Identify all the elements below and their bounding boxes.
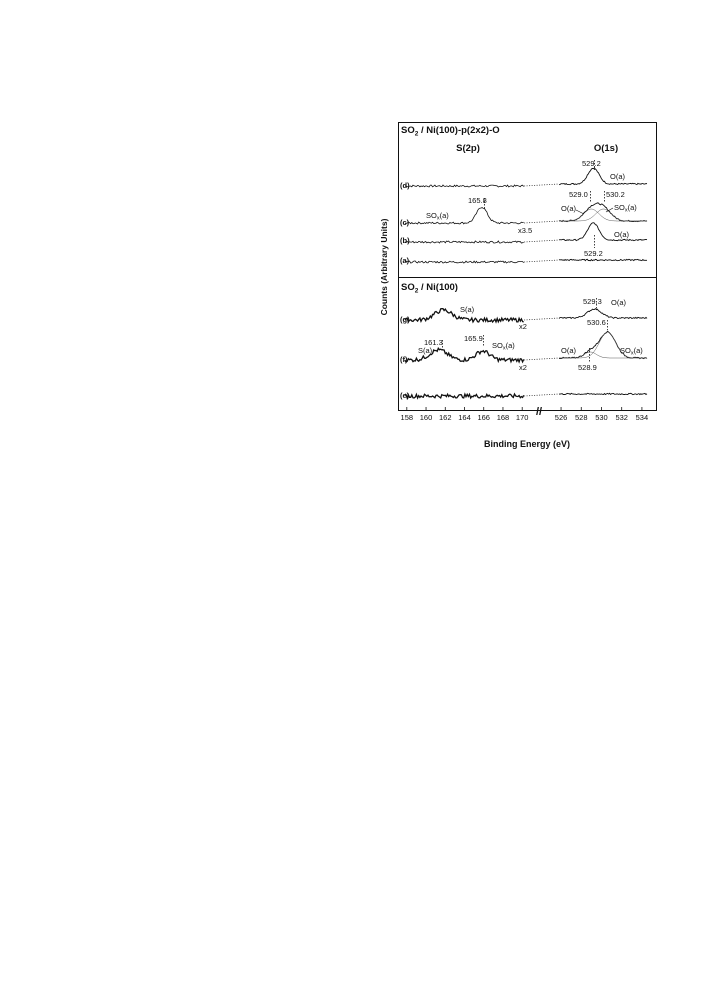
tick-label-526: 526 (554, 413, 568, 422)
annot-f-s-peak1: 161.3 (424, 338, 443, 347)
connector-c (524, 221, 559, 223)
s2p-trace-a (405, 261, 524, 263)
annot-f-s-species2: $SO_x(a)$ (492, 341, 515, 352)
tick-label-170: 170 (515, 413, 529, 422)
tick-label-532: 532 (615, 413, 628, 422)
tick-label-530: 530 (595, 413, 608, 422)
annot-c-o-peak1: 529.0 (569, 190, 588, 199)
s2p-trace-d (405, 185, 524, 187)
top-panel-title: $SO_2 / Ni(100)-p(2x2)-O$ (401, 125, 500, 138)
trace-label-d: (d) (400, 181, 410, 190)
o1s-region-label: O(1s) (593, 143, 619, 154)
o1s-trace-g (559, 309, 647, 319)
annot-f-o-species1: O(a) (561, 346, 576, 355)
annot-b-peak: 529.2 (584, 249, 603, 258)
annot-g-o-species: O(a) (611, 298, 626, 307)
tick-label-528: 528 (575, 413, 588, 422)
xps-figure (378, 122, 658, 452)
o1s-trace-b (559, 223, 647, 241)
annot-g-s-species: S(a) (460, 305, 475, 314)
annot-f-o-peak-bottom: 528.9 (578, 363, 597, 372)
annot-g-scale: x2 (519, 322, 527, 331)
bottom-panel-title: $SO_2 / Ni(100)$ (401, 282, 458, 295)
annot-f-s-species1: S(a) (418, 346, 433, 355)
s2p-trace-e (405, 394, 524, 398)
trace-label-c: (c) (400, 218, 410, 227)
annot-d-species: O(a) (610, 172, 625, 181)
trace-label-b: (b) (400, 236, 410, 245)
s2p-region-label: S(2p) (456, 143, 480, 154)
tick-label-168: 168 (496, 413, 510, 422)
connector-b (524, 240, 559, 242)
s2p-trace-b (405, 241, 524, 243)
connector-e (524, 394, 559, 396)
annot-f-s-peak2: 165.9 (464, 334, 483, 343)
tick-label-166: 166 (477, 413, 490, 422)
s2p-trace-c (405, 208, 524, 224)
annot-f-o-peak-top: 530.6 (587, 318, 606, 327)
annot-c-o-peak2: 530.2 (606, 190, 625, 199)
annot-c-s-species: $SO_x(a)$ (426, 211, 449, 222)
annot-f-o-species2: $SO_x(a)$ (620, 346, 643, 357)
annot-c-o-species1: O(a) (561, 204, 576, 213)
tick-label-158: 158 (400, 413, 414, 422)
tick-label-164: 164 (458, 413, 471, 422)
annot-c-scale: x3.5 (518, 226, 533, 235)
x-axis-title: Binding Energy (eV) (483, 439, 571, 449)
tick-label-162: 162 (439, 413, 452, 422)
connector-d (524, 184, 559, 186)
annot-c-s-peak: 165.8 (468, 196, 487, 205)
annot-g-o-peak: 529.3 (583, 297, 602, 306)
o1s-trace-e (559, 393, 647, 394)
annot-c-o-pointer1 (576, 210, 584, 214)
connector-a (524, 260, 559, 262)
tick-label-534: 534 (635, 413, 649, 422)
y-axis-title: Counts (Arbitrary Units) (379, 218, 389, 316)
tick-label-160: 160 (419, 413, 433, 422)
annot-b-species: O(a) (614, 230, 629, 239)
o1s-trace-d (559, 168, 647, 185)
trace-label-e: (e) (400, 391, 410, 400)
xps-spectra-chart (378, 122, 658, 452)
annot-c-o-species2: $SO_x(a)$ (614, 203, 637, 214)
trace-label-a: (a) (400, 256, 410, 265)
annot-d-peak: 529.2 (582, 159, 601, 168)
connector-f (524, 358, 559, 360)
o1s-trace-a (559, 259, 647, 260)
trace-label-g: (g) (400, 315, 410, 324)
x-axis-ticks (401, 407, 649, 422)
annot-f-scale: x2 (519, 363, 527, 372)
trace-label-f: (f) (400, 355, 408, 364)
axis-break-mark: // (536, 406, 543, 418)
connector-g (524, 318, 559, 320)
